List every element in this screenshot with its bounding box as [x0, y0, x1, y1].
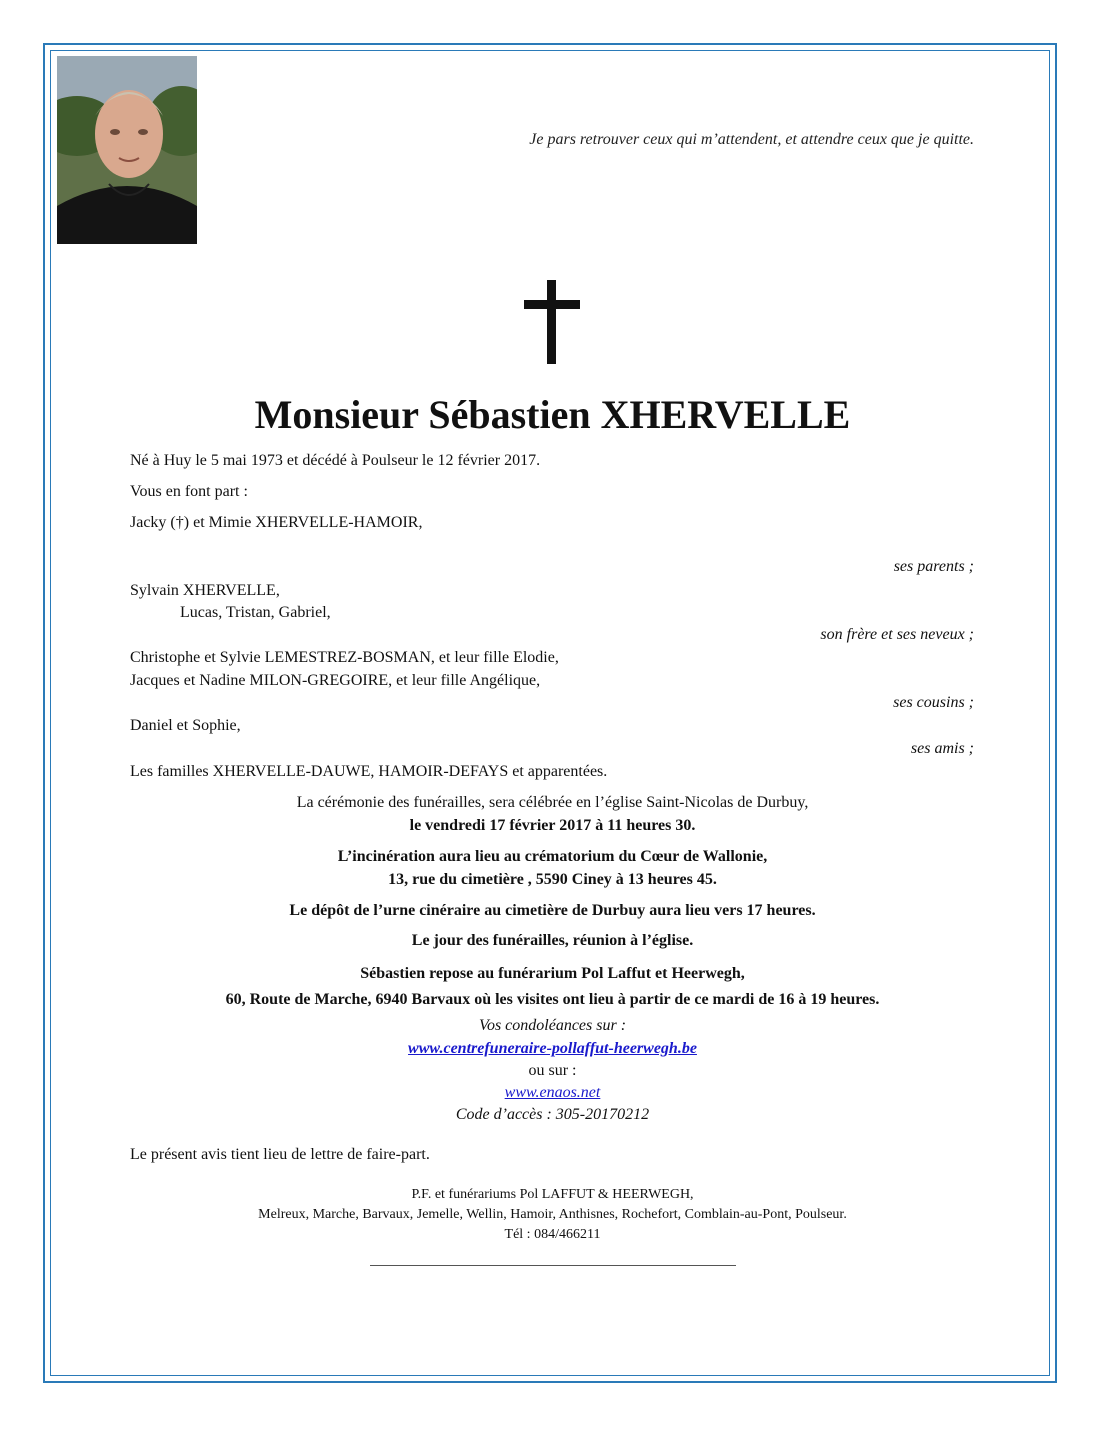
footer-line-2: Melreux, Marche, Barvaux, Jemelle, Wellin, Hamoir, Anthisnes, Rochefort, Comblain-au-Pont, Poulseur. [258, 1207, 847, 1222]
footer-line-3: Tél : 084/466211 [504, 1227, 601, 1242]
families-line: Les familles XHERVELLE-DAUWE, HAMOIR-DEFAYS et apparentées. [130, 763, 608, 780]
or-line: ou sur : [528, 1062, 577, 1079]
ceremony-line-2: le vendredi 17 février 2017 à 11 heures 30. [409, 817, 696, 834]
notice-line: Le présent avis tient lieu de lettre de faire-part. [130, 1146, 430, 1163]
parents-role: ses parents ; [893, 558, 974, 575]
funeral-center-link[interactable]: www.centrefuneraire-pollaffut-heerwegh.be [408, 1040, 697, 1057]
cousins-role: ses cousins ; [893, 694, 974, 711]
urn-line: Le dépôt de l’urne cinéraire au cimetière de Durbuy aura lieu vers 17 heures. [289, 902, 816, 919]
friends-names: Daniel et Sophie, [130, 717, 241, 734]
intro-line: Vous en font part : [130, 483, 248, 500]
meeting-line: Le jour des funérailles, réunion à l’église. [411, 932, 694, 949]
incineration-line-1: L’incinération aura lieu au crématorium du Cœur de Wallonie, [337, 848, 768, 865]
condolences-label: Vos condoléances sur : [478, 1017, 627, 1034]
inner-border [50, 50, 1050, 1376]
birth-death-line: Né à Huy le 5 mai 1973 et décédé à Poulseur le 12 février 2017. [130, 452, 541, 469]
brother-name: Sylvain XHERVELLE, [130, 582, 280, 599]
deceased-name: Monsieur Sébastien XHERVELLE [254, 392, 851, 437]
epigraph-quote: Je pars retrouver ceux qui m’attendent, et attendre ceux que je quitte. [529, 131, 974, 148]
friends-role: ses amis ; [910, 740, 974, 757]
brother-role: son frère et ses neveux ; [820, 626, 974, 643]
footer-divider [370, 1265, 736, 1266]
cousins-line-2: Jacques et Nadine MILON-GREGOIRE, et leur fille Angélique, [130, 672, 541, 689]
access-code: Code d’accès : 305-20170212 [455, 1106, 650, 1123]
nephews-names: Lucas, Tristan, Gabriel, [180, 604, 331, 621]
incineration-line-2: 13, rue du cimetière , 5590 Ciney à 13 heures 45. [388, 871, 717, 888]
rest-line-1: Sébastien repose au funérarium Pol Laffut et Heerwegh, [360, 965, 745, 982]
ceremony-line-1: La cérémonie des funérailles, sera célébrée en l’église Saint-Nicolas de Durbuy, [296, 794, 809, 811]
enaos-link[interactable]: www.enaos.net [504, 1084, 601, 1101]
portrait-photo [57, 56, 197, 244]
parents-names: Jacky (†) et Mimie XHERVELLE-HAMOIR, [130, 514, 423, 531]
cousins-line-1: Christophe et Sylvie LEMESTREZ-BOSMAN, et leur fille Elodie, [130, 649, 559, 666]
footer-line-1: P.F. et funérariums Pol LAFFUT & HEERWEGH, [411, 1187, 694, 1202]
cross-icon [524, 280, 580, 364]
rest-line-2: 60, Route de Marche, 6940 Barvaux où les visites ont lieu à partir de ce mardi de 16 à 19 heures. [225, 991, 880, 1008]
